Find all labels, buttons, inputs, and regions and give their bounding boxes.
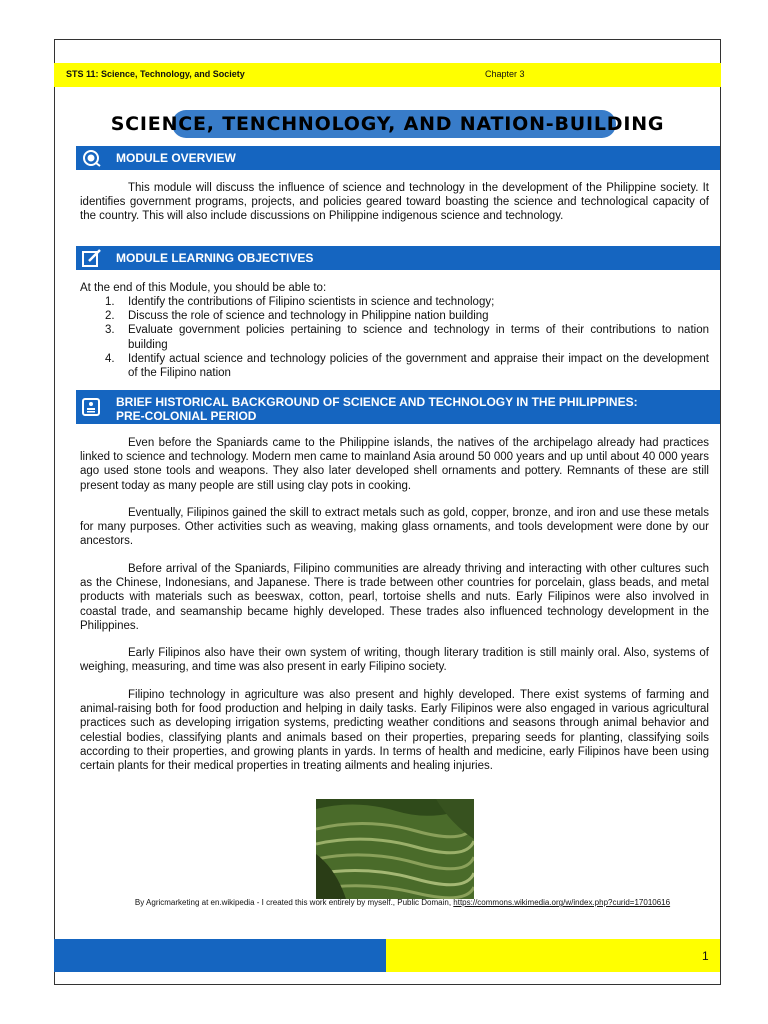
chapter-label: Chapter 3 bbox=[485, 69, 525, 79]
overview-paragraph: This module will discuss the influence of science and technology in the development of the Philippine society. It identifies government programs, projects, and policies geared toward boasting the science and technological capacity of the country. This will also include discussions on Philippine indigenous science and technology. bbox=[80, 182, 709, 223]
list-item: 2. Discuss the role of science and technology in Philippine nation building bbox=[105, 310, 489, 323]
background-paragraph-4: Early Filipinos also have their own system of writing, though literary tradition is still mainly oral. Also, systems of weighing, measuring, and time was also present in early Filipino society. bbox=[80, 647, 709, 674]
background-paragraph-3: Before arrival of the Spaniards, Filipino communities are already thriving and interacting with other cultures such as the Chinese, Indonesians, and Japanese. There is trade between other countries for porcelain, glass beads, and metal products with materials such as beeswax, cotton, pearl, tortoise shells and nuts. Early Filipinos were also involved in coastal trade, and seamanship became highly developed. These trades also influenced technology development in the Philippines. bbox=[80, 563, 709, 632]
list-item: 3. Evaluate government policies pertaining to science and technology in terms of their contributions to nation building bbox=[105, 324, 709, 351]
section-header-background bbox=[76, 390, 720, 424]
background-paragraph-5: Filipino technology in agriculture was also present and highly developed. There exist systems of farming and animal-raising both for food production and helping in daily tasks. Early Filipinos were also engaged in various agricultural practices such as developing irrigation systems, predicting weather conditions and seasons through animal behavior and celestial bodies, classifying plants and animals based on their properties, preparing seeds for planting, classifying soils according to their properties, and growing plants in yards. In terms of health and medicine, early Filipinos have been using certain plants for their medical properties in treating ailments and healing injuries. bbox=[80, 689, 709, 773]
background-paragraph-1: Even before the Spaniards came to the Philippine islands, the natives of the archipelago already had practices linked to science and technology. Modern men came to mainland Asia around 50 000 years and up until about 40 000 years ago used stone tools and weapons. They also later developed shell ornaments and pottery. Remnants of these are still present today as many people are still using clay pots in cooking. bbox=[80, 437, 709, 492]
edit-note-icon bbox=[82, 249, 102, 267]
footer-blue-band bbox=[54, 939, 386, 972]
list-item: 1. Identify the contributions of Filipino scientists in science and technology; bbox=[105, 296, 495, 308]
background-paragraph-2: Eventually, Filipinos gained the skill to extract metals such as gold, copper, bronze, and iron and use these metals for many purposes. Other activities such as weaving, making glass ornaments, and tools development were done by our ancestors. bbox=[80, 507, 709, 548]
section-heading: MODULE LEARNING OBJECTIVES bbox=[116, 251, 314, 265]
section-heading: MODULE OVERVIEW bbox=[116, 151, 236, 165]
photo-caption: By Agricmarketing at en.wikipedia - I created this work entirely by myself., Public Domain, https://commons.wikimedia.org/w/index.php?curid=17010616 bbox=[134, 898, 671, 907]
objectives-list bbox=[80, 295, 709, 380]
footer-yellow-band bbox=[386, 939, 720, 972]
section-header-overview bbox=[76, 146, 720, 170]
course-title: STS 11: Science, Technology, and Society bbox=[66, 69, 245, 79]
list-item: 4. Identify actual science and technology policies of the government and appraise their impact on the development of the Filipino nation bbox=[105, 352, 709, 380]
section-heading: BRIEF HISTORICAL BACKGROUND OF SCIENCE AND TECHNOLOGY IN THE PHILIPPINES: PRE-COLONIAL PERIOD bbox=[116, 395, 638, 423]
section-header-objectives bbox=[76, 246, 720, 270]
page-number: 1 bbox=[702, 949, 709, 963]
objectives-intro: At the end of this Module, you should be able to: bbox=[80, 282, 327, 294]
id-card-icon bbox=[82, 398, 102, 416]
caption-link[interactable]: https://commons.wikimedia.org/w/index.php?curid=17010616 bbox=[453, 898, 671, 907]
rice-terraces-photo bbox=[316, 799, 474, 899]
compass-badge-icon bbox=[82, 149, 102, 167]
page-title: SCIENCE, TENCHNOLOGY, AND NATION-BUILDING bbox=[110, 113, 665, 135]
